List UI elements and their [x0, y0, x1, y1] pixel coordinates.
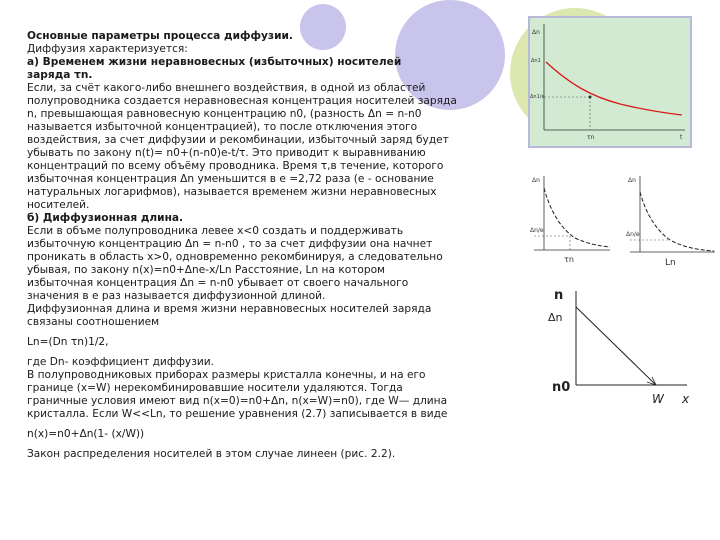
text-line: Диффузия характеризуется:: [27, 43, 188, 55]
text-line: n, превышающая равновесную концентрацию n0, (разность Δn = n-n0: [27, 108, 422, 120]
text-line: убывать по закону n(t)= n0+(n-n0)e-t/τ. Это приводит к выравниванию: [27, 147, 426, 159]
fig1-point: [589, 96, 592, 99]
fig1-label-t: t: [680, 134, 683, 141]
text-line: избыточную концентрацию Δn = n-n0 , то за счет диффузии она начнет: [27, 238, 433, 250]
fig2-label-x1: τn: [564, 255, 574, 264]
text-line: заряда τn.: [27, 69, 93, 81]
text-line: кристалла. Если W<<Ln, то решение уравнения (2.7) записывается в виде: [27, 408, 448, 420]
text-line: носителей.: [27, 199, 90, 211]
text-line: а) Временем жизни неравновесных (избыточных) носителей: [27, 56, 402, 68]
spacer: [27, 441, 497, 448]
text-line: связаны соотношением: [27, 316, 160, 328]
fig3-label-x: x: [682, 392, 690, 406]
text-line: Ln=(Dn τn)1/2,: [27, 336, 109, 348]
text-line: концентраций по всему объёму проводника. Время τ,в течение, которого: [27, 160, 444, 172]
text-line: значения в e раз называется диффузионной длиной.: [27, 290, 326, 302]
figure-decay-pair: [530, 170, 720, 280]
text-line: б) Диффузионная длина.: [27, 212, 184, 224]
fig1-decay-curve: [546, 62, 682, 115]
fig2-label-y2: Δn/e: [530, 227, 544, 234]
text-line: проникать в область x>0, одновременно рекомбинируя, а следовательно: [27, 251, 443, 263]
figure-decay-time: [528, 16, 692, 148]
text-line: Диффузионная длина и время жизни неравновесных носителей заряда: [27, 303, 432, 315]
figure-linear-distribution: [548, 285, 712, 410]
fig2a-curve: [544, 188, 610, 247]
text-line: Если, за счёт какого-либо внешнего воздействия, в одной из областей: [27, 82, 426, 94]
fig3-label-dn: Δn: [548, 311, 563, 324]
fig3-line: [576, 307, 656, 385]
spacer: [27, 329, 497, 336]
text-line: где Dn- коэффициент диффузии.: [27, 356, 214, 368]
fig3-label-n0: n0: [552, 380, 571, 395]
spacer: [27, 421, 497, 428]
fig2-label-x2: Ln: [665, 258, 676, 268]
text-line: В полупроводниковых приборах размеры кристалла конечны, и на его: [27, 369, 426, 381]
text-line: называется избыточной концентрацией), то после отключения этого: [27, 121, 418, 133]
fig3-label-W: W: [652, 392, 664, 406]
text-line: граничные условия имеют вид n(x=0)=n0+Δn, n(x=W)=n0), где W— длина: [27, 395, 448, 407]
text-line: убывая, по закону n(x)=n0+Δne-x/Ln Расстояние, Ln на котором: [27, 264, 386, 276]
text-line: воздействия, за счет диффузии и рекомбинации, избыточный заряд будет: [27, 134, 449, 146]
main-text: [27, 30, 497, 461]
text-line: избыточная концентрация Δn = n-n0 убывает от своего начального: [27, 277, 409, 289]
text-line: натуральных логарифмов), называется временем жизни неравновесных: [27, 186, 437, 198]
fig1-label-dn1: Δn1: [531, 58, 541, 64]
text-line: границе (x=W) нерекомбинировавшие носители удаляются. Тогда: [27, 382, 403, 394]
text-line: избыточная концентрация Δn уменьшится в e =2,72 раза (e - основание: [27, 173, 434, 185]
fig2-label-y3: Δn: [628, 177, 636, 184]
fig1-label-dn1e: Δn1/e: [530, 94, 545, 100]
fig3-label-n: n: [554, 288, 564, 303]
fig2-label-y1: Δn: [532, 177, 540, 184]
text-line: полупроводника создается неравновесная концентрация носителей заряда: [27, 95, 457, 107]
spacer: [27, 349, 497, 356]
fig1-label-tau: τn: [587, 134, 595, 141]
fig2-label-y4: Δn/e: [626, 231, 640, 238]
text-line: Если в объме полупроводника левее x<0 создать и поддерживать: [27, 225, 404, 237]
fig1-label-dn: Δn: [532, 29, 540, 36]
text-line: Закон распределения носителей в этом случае линеен (рис. 2.2).: [27, 448, 396, 460]
fig2b-curve: [640, 192, 714, 251]
text-line: Основные параметры процесса диффузии.: [27, 30, 293, 42]
text-line: n(x)=n0+Δn(1- (x/W)): [27, 428, 145, 440]
